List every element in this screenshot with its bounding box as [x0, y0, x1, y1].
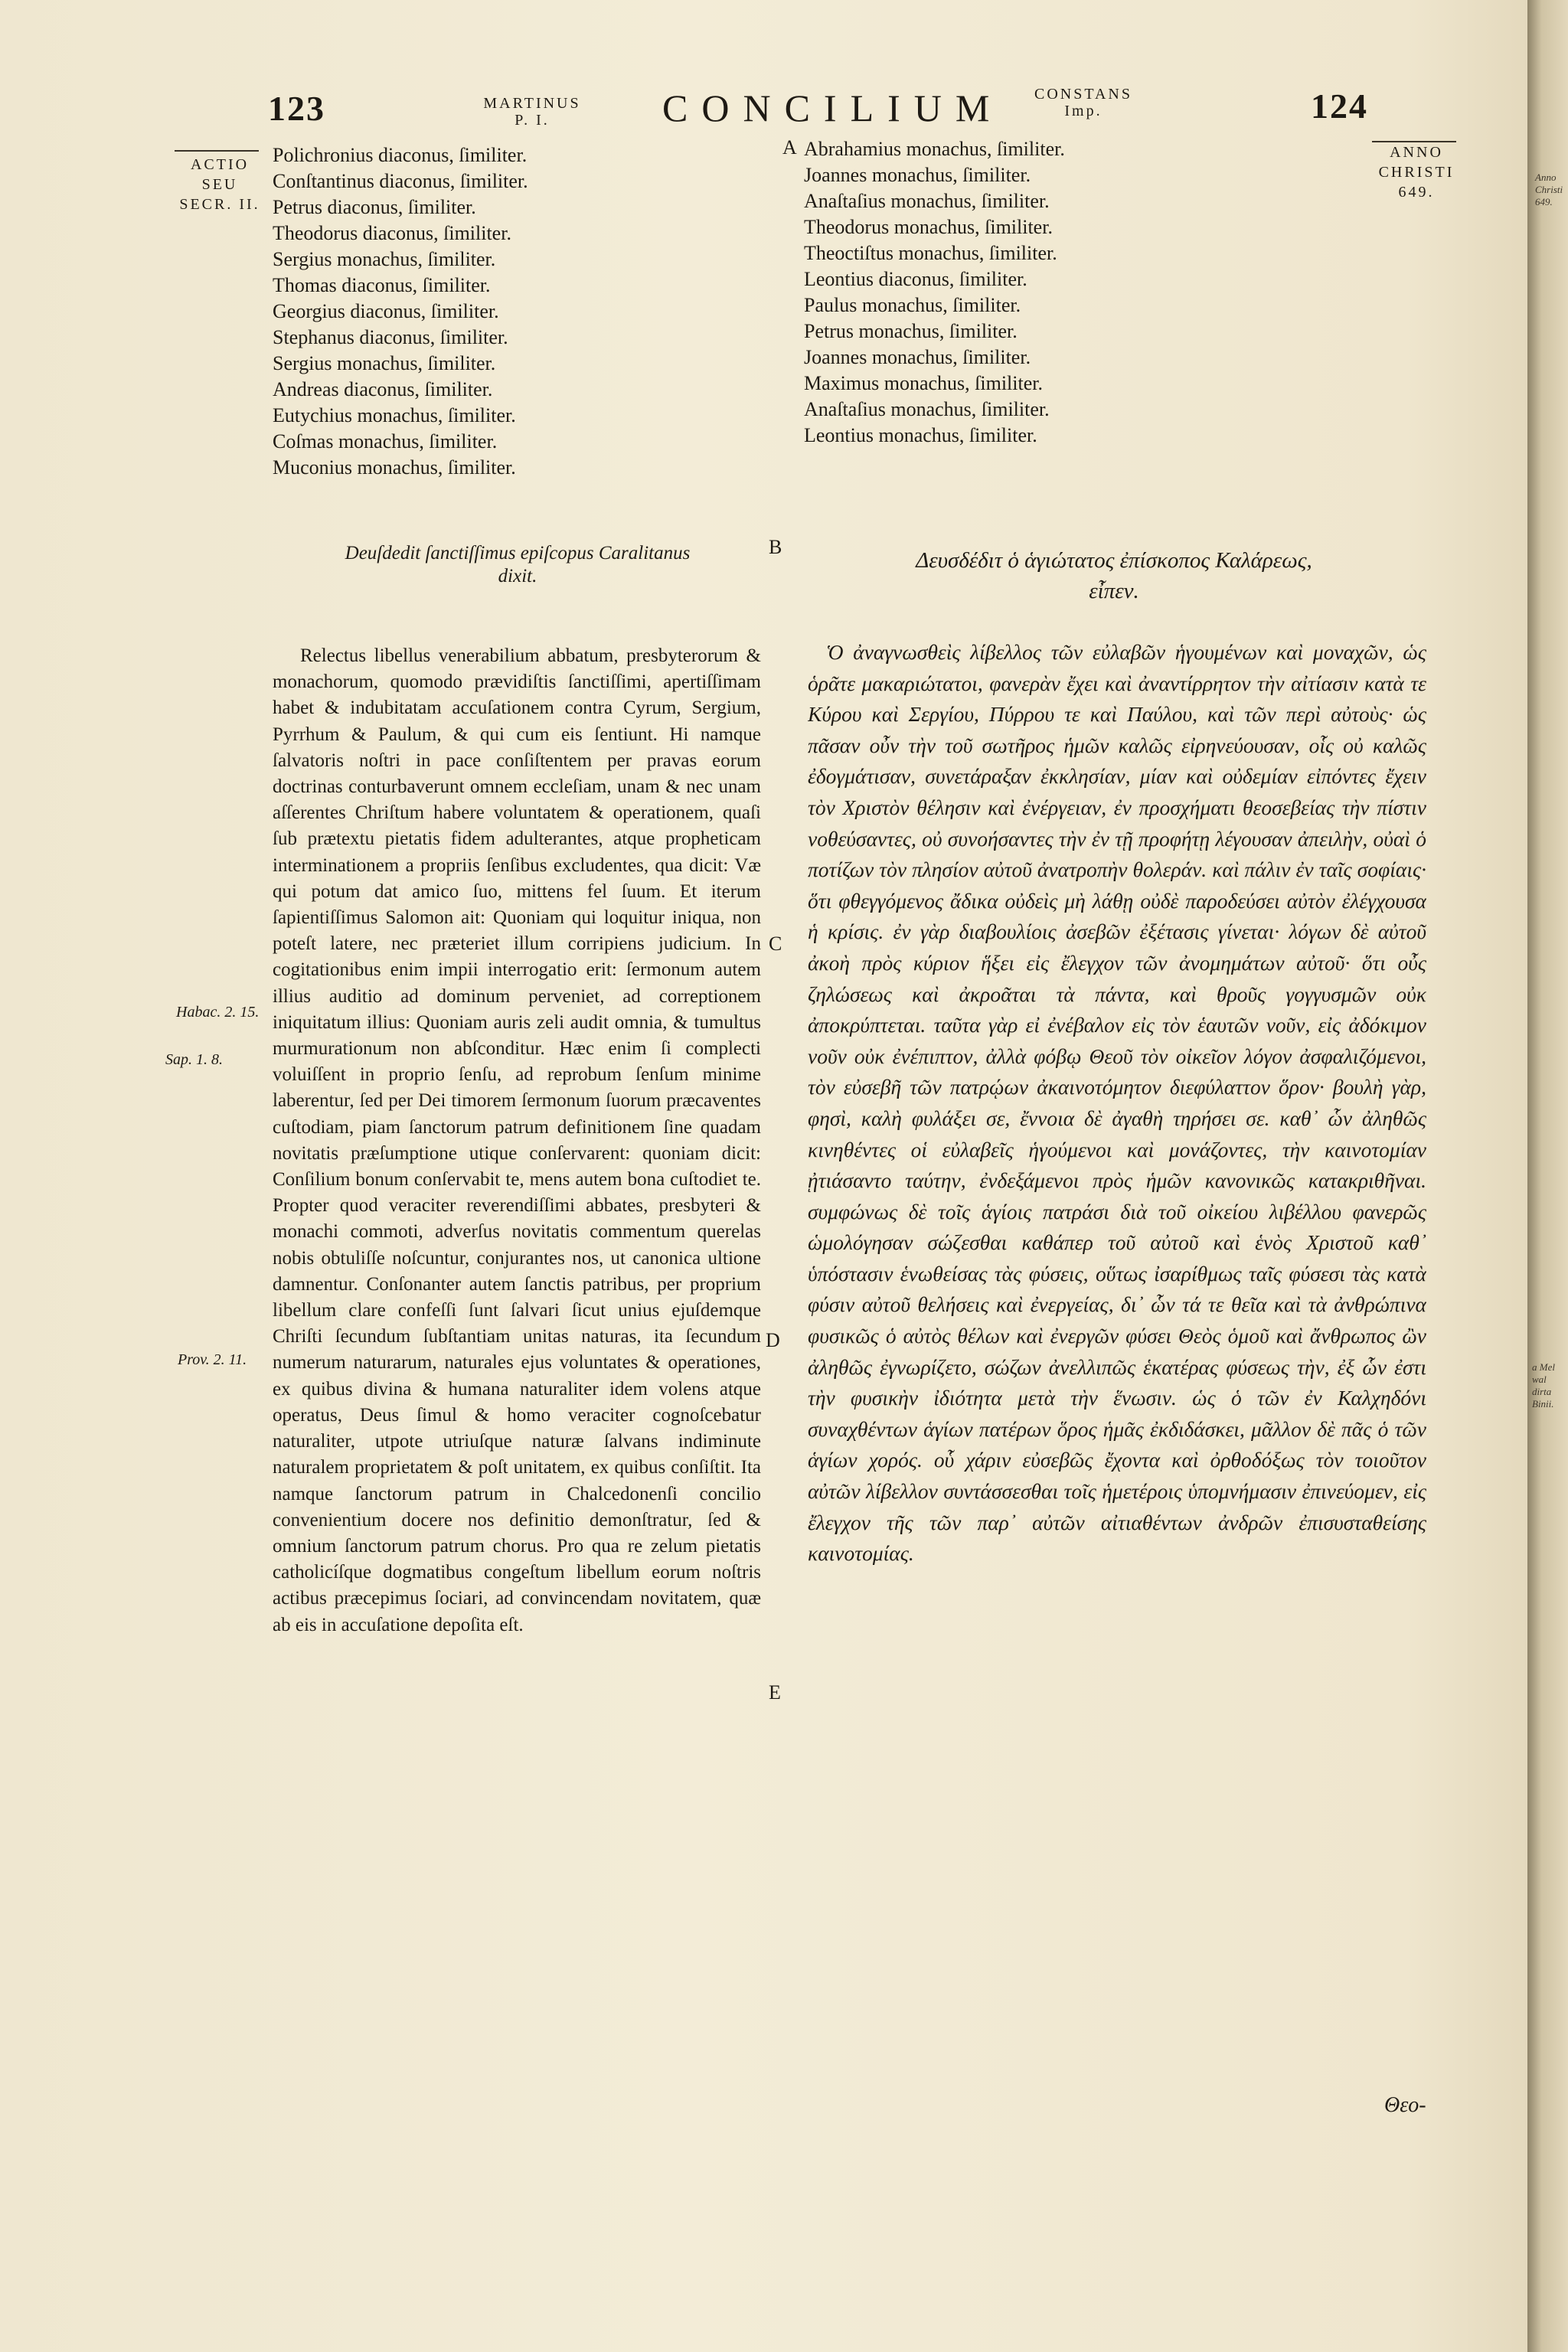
section-letter-c: C	[769, 933, 782, 955]
margin-ref-proverbs: Prov. 2. 11.	[178, 1351, 247, 1368]
actio-label	[178, 155, 262, 214]
running-title: CONCILIUM	[662, 87, 1004, 129]
greek-heading	[804, 545, 1424, 606]
signatory-line: Eutychius monachus, ſimiliter.	[273, 404, 516, 426]
anno-text: ANNO	[1390, 144, 1443, 161]
margin-ref-wisdom: Sap. 1. 8.	[165, 1051, 223, 1068]
year-text: 649.	[1398, 184, 1435, 201]
facing-page-note	[1532, 1361, 1567, 1410]
signatory-line: Stephanus diaconus, ſimiliter.	[273, 326, 508, 348]
signatories-left	[273, 142, 732, 481]
signatory-line: Paulus monachus, ſimiliter.	[804, 294, 1021, 316]
running-head-emperor	[1022, 86, 1145, 119]
signatory-line: Petrus monachus, ſimiliter.	[804, 320, 1018, 342]
facing-page-edge	[1527, 0, 1568, 2352]
greek-heading-line1: Δευσδέδιτ ὁ ἁγιώτατος ἐπίσκοπος Καλάρεως,	[916, 548, 1312, 573]
signatory-line: Joannes monachus, ſimiliter.	[804, 164, 1031, 186]
secretarius-text: SECR. II.	[179, 196, 260, 213]
latin-heading-line1: Deuſdedit ſanctiſſimus epiſcopus Caralitanus	[345, 543, 691, 564]
section-letter-a: A	[782, 136, 797, 158]
signatory-line: Polichronius diaconus, ſimiliter.	[273, 144, 528, 166]
section-letter-d: D	[766, 1329, 780, 1351]
pope-ordinal: P. I.	[514, 112, 550, 129]
page-number-right: 124	[1311, 87, 1368, 126]
latin-heading	[273, 542, 763, 588]
signatory-line: Leontius monachus, ſimiliter.	[804, 424, 1037, 446]
greek-heading-line2: εἶπεν.	[1089, 579, 1139, 603]
signatory-line: Theodorus monachus, ſimiliter.	[804, 216, 1053, 238]
pope-name: MARTINUS	[483, 95, 581, 112]
facing-page-marginal	[1535, 172, 1568, 208]
anno-christi-label	[1374, 142, 1459, 202]
running-head-pope	[475, 95, 590, 129]
greek-paragraph: Ὁ ἀναγνωσθεὶς λίβελλος τῶν εὐλαβῶν ἡγουμένων καὶ μοναχῶν, ὡς ὁρᾶτε μακαριώτατοι, φανερὰν ἔχει καὶ ἀναντίρρητον τὴν αἰτίασιν κατὰ τε Κύρου καὶ Σεργίου, Πύρρου τε καὶ Παύλου, καὶ τῶν περὶ αὐτοὺς· ὡς πᾶσαν οὖν τὴν τοῦ σωτῆρος ἡμῶν καλῶς εἰρηνεύουσαν, οἷς οὐ καλῶς ἐδογμάτισαν, συνετάραξαν ἐκκλησίαν, μίαν καὶ οὐδεμίαν εἰπόντες ἔχειν τὸν Χριστὸν θέλησιν καὶ ἐνέργειαν, ἐν προσχήματι θεοσεβείας τὴν πίστιν νοθεύσαντες, οὐ συνοήσαντες τὴν ἐν τῇ προφήτῃ λέγουσαν ἀπειλὴν, οὐαὶ ὁ ποτίζων τὸν πλησίον αὐτοῦ ἀνατροπὴν θολεράν. καὶ πάλιν ἐν ταῖς σοφίαις· ὅτι φθεγγόμενος ἄδικα οὐδεὶς μὴ λάθῃ οὐδὲ παροδεύσει αὐτὸν ἐλέγχουσα ἡ κρίσις. ἐν γὰρ διαβουλίοις ἀσεβῶν ἐξέτασις γίνεται· λόγων δὲ αὐτοῦ ἀκοὴ πρὸς κύριον ἥξει εἰς ἔλεγχον τῶν ἀνομημάτων αὐτοῦ· ὅτι οὖς ζηλώσεως καὶ ἀκροᾶται τὰ πάντα, καὶ θροῦς γογγυσμῶν οὐκ ἀποκρύπτεται. ταῦτα γὰρ εἰ ἐνέβαλον εἰς τὸν ἑαυτῶν νοῦν, εἰς ἀδόκιμον νοῦν οὐκ ἐνέπιπτον, ἀλλὰ φόβῳ Θεοῦ τὸν οἰκεῖον λόγον ἀσφαλιζόμενοι, τὸν εὐσεβῆ τῶν πατρῴων ἀκαινοτόμητον διεφύλαττον ὅρον· βουλὴ γὰρ, φησὶ, καλὴ φυλάξει σε, ἔννοια δὲ ἀγαθὴ τηρήσει σε. καθ᾽ ὧν ἀληθῶς κινηθέντες οἱ εὐλαβεῖς ἡγούμενοι καὶ μονάζοντες, τὴν καινοτομίαν ᾐτιάσαντο ταύτην, ἐνδεξάμενοι πρὸς ἡμῶν κανονικῶς κατακριθῆναι. συμφώνως δὲ τοῖς ἁγίοις πατράσι διὰ τοῦ οἰκείου λιβέλλου φανερῶς ὡμολόγησαν σώζεσθαι καθάπερ τοῦ αὐτοῦ καὶ ἑνὸς Χριστοῦ καθ᾽ ὑπόστασιν ἑνωθείσας τὰς φύσεις, οὕτως ἰσαρίθμως ταῖς φύσεσι τὰς κατὰ φύσιν αὐτοῦ θελήσεις καὶ ἐνεργείας, δι᾽ ὧν τά τε θεῖα καὶ τὰ ἀνθρώπινα φυσικῶς ὁ αὐτὸς θέλων καὶ ἐνεργῶν φύσει Θεὸς ὁμοῦ καὶ ἄνθρωπος ὢν ἀληθῶς ἐγνωρίζετο, σώζων ἀνελλιπῶς ἑκατέρας φύσεως τὴν, ἐξ ὧν ἐστι τὴν φυσικὴν ἰδιότητα μετὰ τὴν ἕνωσιν. ὡς ὁ τῶν ἐν Καλχηδόνι συναχθέντων ἁγίων πατέρων ὅρος ἡμᾶς ἐκδιδάσκει, μᾶλλον δὲ πᾶς ὁ τῶν ἁγίων χορός. οὗ χάριν εὐσεβῶς ἔχοντα καὶ ὀρθοδόξως τὸν τοιοῦτον αὐτῶν λίβελλον συντάσσεσθαι τοῖς ἡμετέροις ὑπομνήμασιν ἐπινεύομεν, εἰς ἔλεγχον τῆς τῶν παρ᾽ αὐτῶν αἰτιαθέντων ἀνδρῶν ἐπισυσταθείσης καινοτομίας.	[808, 640, 1426, 1566]
section-letter-e: E	[769, 1681, 781, 1704]
signatory-line: Andreas diaconus, ſimiliter.	[273, 378, 493, 400]
facing-note-line1: a Mel	[1532, 1361, 1555, 1373]
greek-text-column	[808, 637, 1426, 2015]
signatory-line: Anaſtaſius monachus, ſimiliter.	[804, 398, 1050, 420]
signatory-line: Coſmas monachus, ſimiliter.	[273, 430, 498, 452]
facing-christi: Christi	[1535, 184, 1563, 195]
signatory-line: Sergius monachus, ſimiliter.	[273, 248, 496, 270]
signatory-line: Leontius diaconus, ſimiliter.	[804, 268, 1027, 290]
signatories-right	[804, 136, 1340, 449]
signatory-line: Thomas diaconus, ſimiliter.	[273, 274, 491, 296]
margin-ref-habakkuk: Habac. 2. 15.	[176, 1004, 260, 1021]
section-letter-b: B	[769, 536, 782, 558]
christi-text: CHRISTI	[1378, 164, 1455, 181]
facing-note-line3: Binii.	[1532, 1398, 1554, 1410]
emperor-name: CONSTANS	[1034, 86, 1132, 103]
signatory-line: Joannes monachus, ſimiliter.	[804, 346, 1031, 368]
signatory-line: Georgius diaconus, ſimiliter.	[273, 300, 499, 322]
facing-note-line2: wal dirta	[1532, 1374, 1552, 1397]
latin-text-column	[273, 643, 761, 1998]
latin-heading-line2: dixit.	[498, 566, 537, 586]
facing-anno: Anno	[1535, 172, 1557, 183]
seu-text: SEU	[201, 176, 238, 193]
signatory-line: Muconius monachus, ſimiliter.	[273, 456, 516, 479]
signatory-line: Maximus monachus, ſimiliter.	[804, 372, 1043, 394]
facing-year: 649.	[1535, 196, 1553, 207]
signatory-line: Conſtantinus diaconus, ſimiliter.	[273, 170, 528, 192]
page-number-left: 123	[268, 89, 325, 128]
emperor-title: Imp.	[1064, 103, 1102, 119]
actio-text: ACTIO	[190, 156, 250, 173]
signatory-line: Theoctiſtus monachus, ſimiliter.	[804, 242, 1057, 264]
signatory-line: Anaſtaſius monachus, ſimiliter.	[804, 190, 1050, 212]
signatory-line: Petrus diaconus, ſimiliter.	[273, 196, 476, 218]
margin-rule-left	[175, 150, 259, 152]
signatory-line: Theodorus diaconus, ſimiliter.	[273, 222, 511, 244]
latin-paragraph: Relectus libellus venerabilium abbatum, presbyterorum & monachorum, quomodo prævidiſtis ſanctiſſimi, apertiſſimam habet & indubitatam accuſationem contra Cyrum, Sergium, Pyrrhum & Paulum, & qui cum eis ſentiunt. Hi namque ſalvatoris noſtri in pace conſiſtentem per pravas eorum doctrinas conturbaverunt omnem eccleſiam, unam & nec unam aſſerentes Chriſtum habere voluntatem & operationem, quaſi ſub prætextu pietatis fidem adulterantes, atque propheticam interminationem a propriis ſenſibus excludentes, qua dicit: Væ qui potum dat amico ſuo, mittens fel ſuum. Et iterum ſapientiſſimus Salomon ait: Quoniam qui loquitur iniqua, non poteſt latere, nec præteriet illum corripiens judicium. In cogitationibus enim impii interrogatio erit: ſermonum autem illius auditio ad dominum perveniet, ad correptionem iniquitatum illius: Quoniam auris zeli audit omnia, & tumultus murmurationum non abſconditur. Hæc enim ſi complecti voluiſſent in proprio ſenſu, ad reprobum ſenſum minime laberentur, ſed per Dei timorem ſermonum ſuorum præcaventes cuſtodiam, piam ſanctorum patrum definitionem ſine quadam novitatis præſumptione utique conſervarent: quoniam dicit: Conſilium bonum conſervabit te, mens autem bona cuſtodiet te. Propter quod veraciter reverendiſſimi abbates, presbyteri & monachi commoti, adverſus novitatis commentum querelas nobis obtuliſſe noſcuntur, conjurantes nos, ut canonica ultione damnentur. Conſonanter autem ſanctis patribus, per proprium libellum clare confeſſi ſunt ſalvari ſicut unius ejuſdemque Chriſti ſecundum ſubſtantiam unitas naturas, ita ſecundum numerum naturarum, naturales ejus voluntates & operationes, ex quibus divina & humana naturaliter idem volens atque operatus, Deus ſimul & homo veraciter cognoſcebatur naturaliter, utpote utriuſque naturæ ſalvans indiminute naturalem proprietatem & poſt unitatem, ex quibus conſiſtit. Ita namque ſanctorum patrum in Chalcedonenſi concilio convenientium docere nos definitio demonſtratur, ſed & omnium ſanctorum patrum chorus. Pro qua re zelum pietatis catholicíſque dogmatibus congeſtum libellum eorum noſtris actibus præcepimus ſociari, ad convincendam novitatem, quæ ab eis in accuſatione depoſita eſt.	[273, 645, 761, 1635]
catchword: Θεο-	[1384, 2093, 1426, 2117]
signatory-line: Sergius monachus, ſimiliter.	[273, 352, 496, 374]
signatory-line: Abrahamius monachus, ſimiliter.	[804, 138, 1065, 160]
